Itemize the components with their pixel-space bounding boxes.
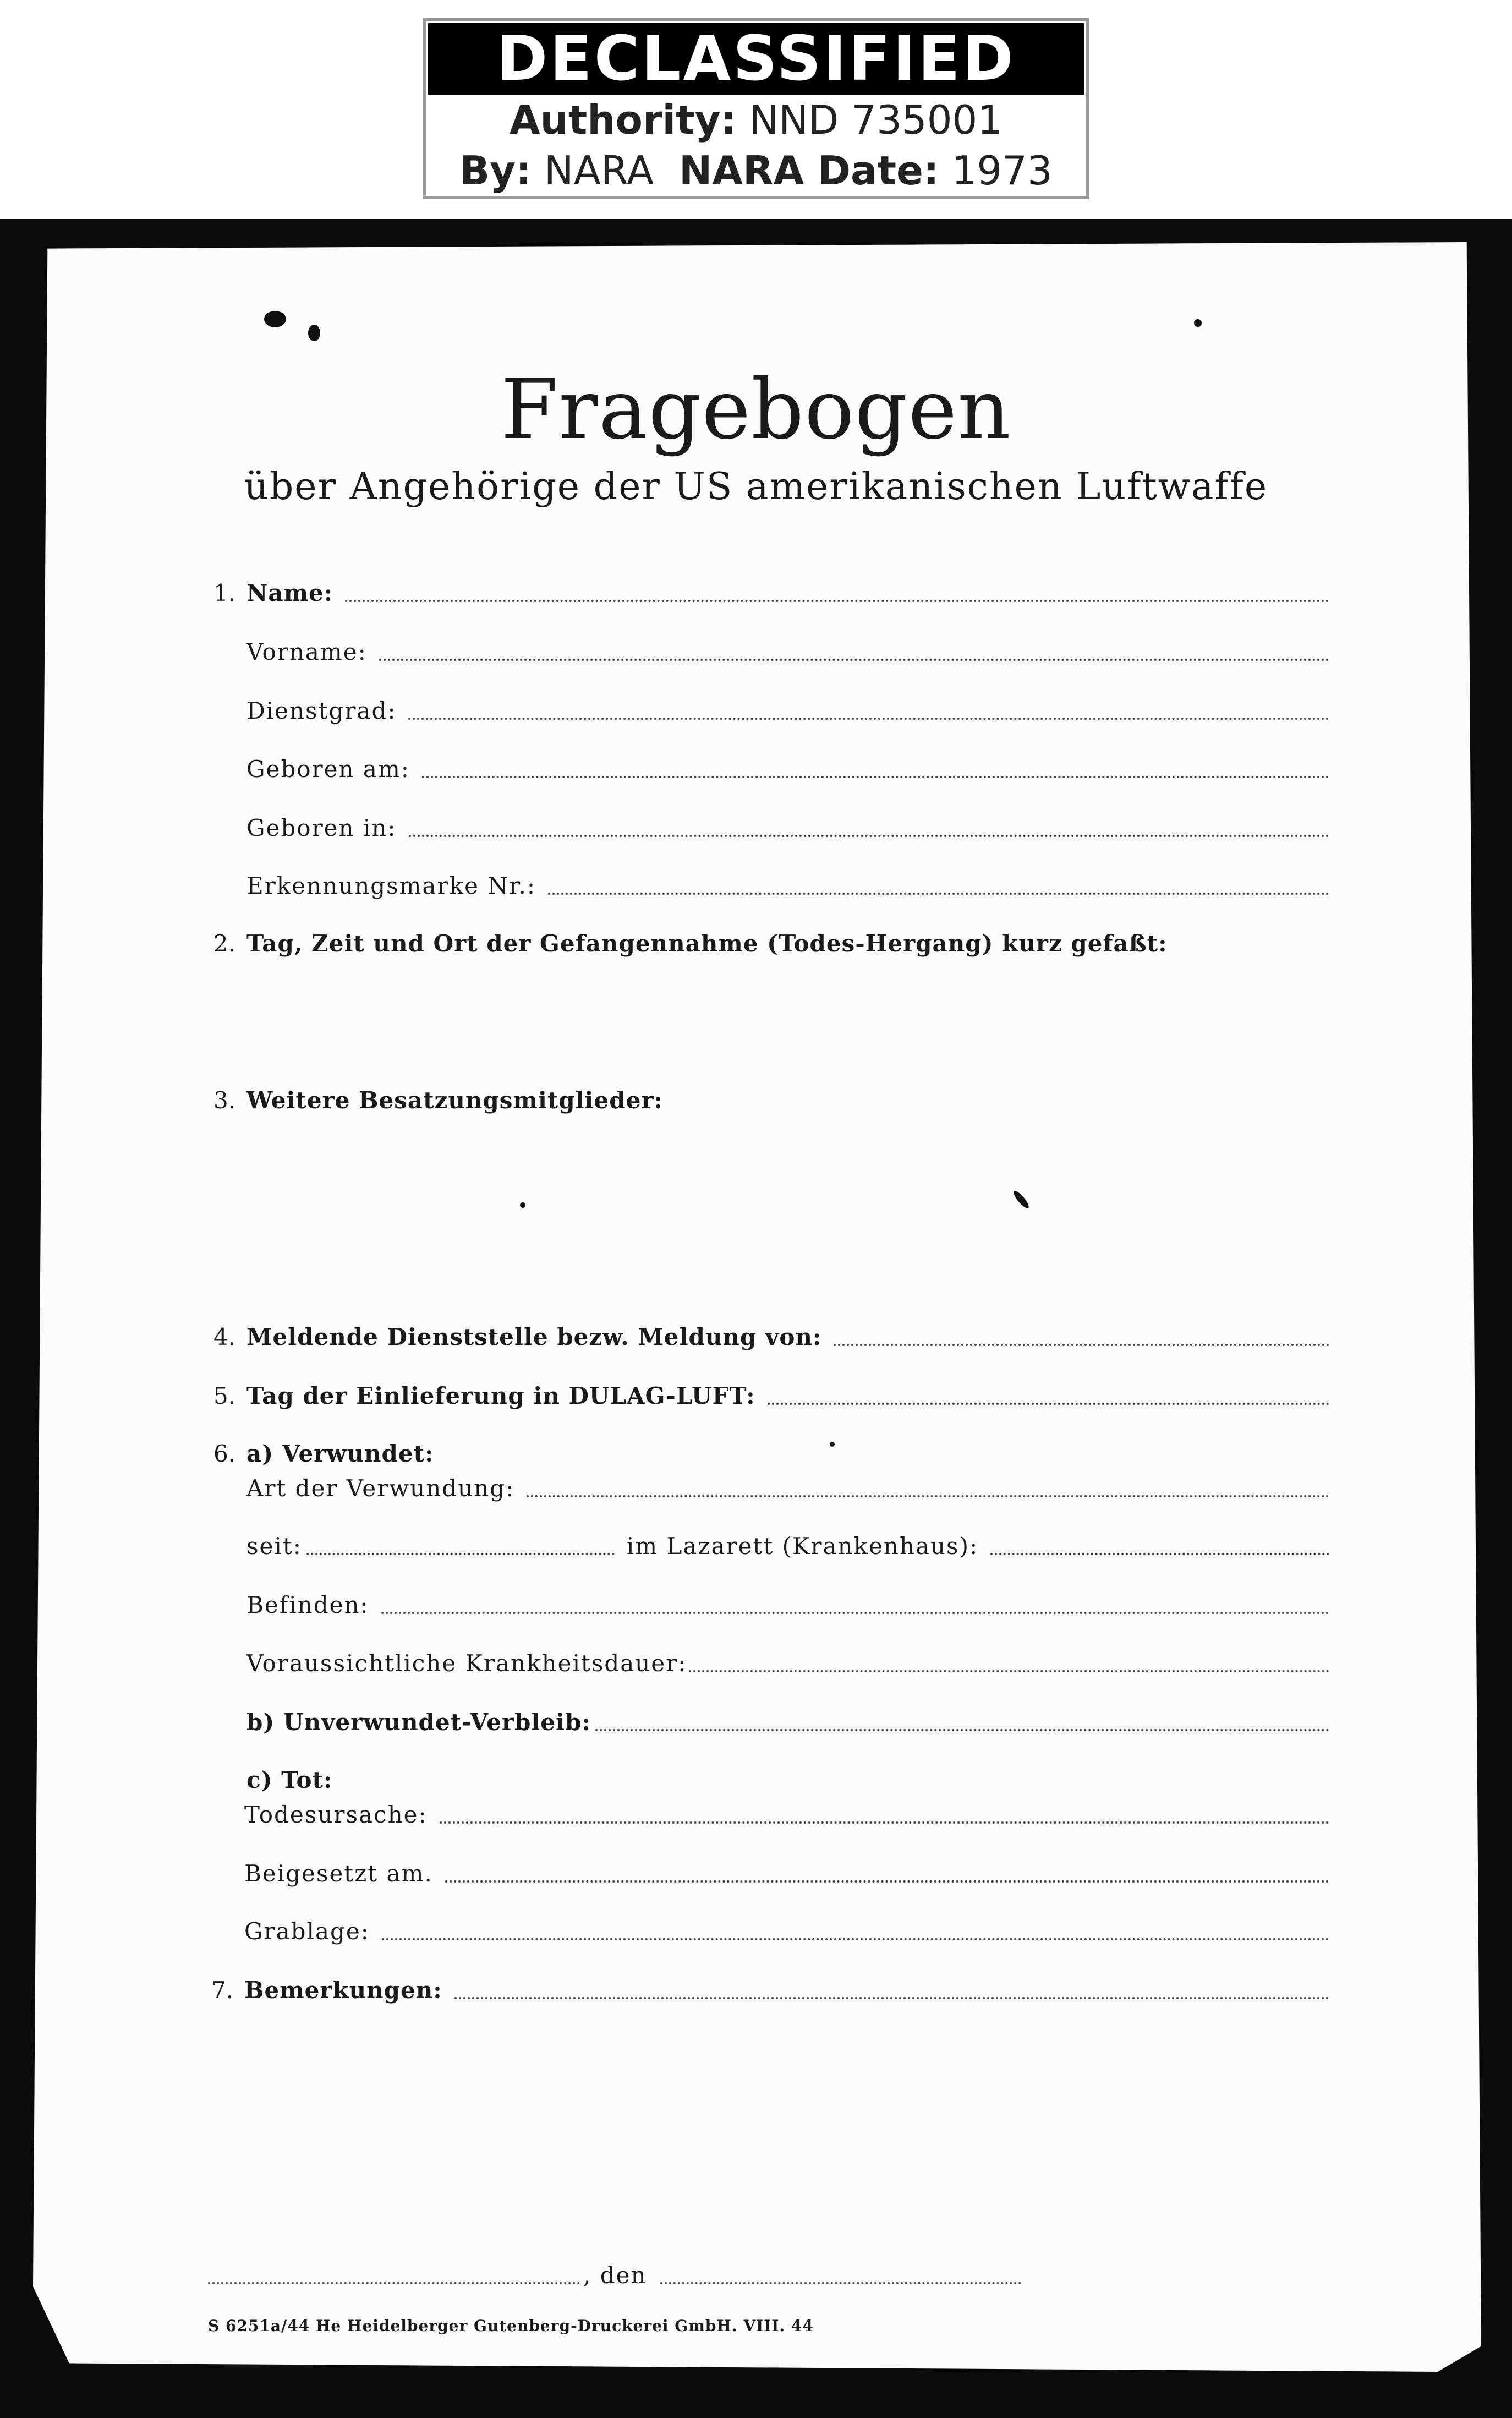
art-verwundung-label: Art der Verwundung: bbox=[246, 1475, 515, 1502]
field-erkennungsmarke[interactable] bbox=[246, 869, 1329, 902]
tot-label: c) Tot: bbox=[246, 1766, 333, 1793]
field-name[interactable] bbox=[213, 577, 1329, 610]
erkennungsmarke-fill-line[interactable] bbox=[548, 893, 1329, 895]
form-title: Fragebogen bbox=[501, 362, 1011, 458]
field-einlieferung[interactable] bbox=[213, 1380, 1329, 1413]
bemerkungen-fill-line[interactable] bbox=[454, 1997, 1329, 1999]
unverwundet-verbleib-fill-line[interactable] bbox=[595, 1729, 1329, 1731]
todesursache-label: Todesursache: bbox=[244, 1801, 428, 1828]
grablage-label: Grablage: bbox=[244, 1918, 370, 1945]
stamp-title: DECLASSIFIED bbox=[428, 23, 1084, 95]
lazarett-fill-line[interactable] bbox=[990, 1553, 1329, 1555]
dienstgrad-fill-line[interactable] bbox=[408, 718, 1329, 720]
ort-fill-line[interactable] bbox=[208, 2282, 580, 2284]
geboren-am-fill-line[interactable] bbox=[422, 776, 1329, 778]
field-bemerkungen[interactable] bbox=[211, 1974, 1329, 2007]
q4-number: 4. bbox=[213, 1323, 236, 1350]
beigesetzt-label: Beigesetzt am. bbox=[244, 1860, 433, 1887]
field-grablage[interactable] bbox=[244, 1915, 1329, 1948]
unverwundet-verbleib-label: b) Unverwundet-Verbleib: bbox=[246, 1709, 591, 1736]
field-vorname[interactable] bbox=[246, 636, 1329, 669]
datum-fill-line[interactable] bbox=[660, 2282, 1022, 2284]
field-krankheitsdauer[interactable] bbox=[246, 1647, 1329, 1680]
verwundet-label: a) Verwundet: bbox=[246, 1440, 434, 1467]
art-verwundung-fill-line[interactable] bbox=[527, 1495, 1329, 1497]
seit-fill-line[interactable] bbox=[306, 1553, 615, 1555]
scan-speck bbox=[520, 1202, 525, 1208]
field-meldende-dienststelle[interactable] bbox=[213, 1321, 1329, 1354]
stamp-by-value: NARA bbox=[544, 147, 654, 194]
bemerkungen-label: Bemerkungen: bbox=[244, 1977, 442, 2004]
section-tot bbox=[246, 1764, 1329, 1797]
field-geboren-am[interactable] bbox=[246, 753, 1329, 786]
form-paper bbox=[33, 242, 1481, 2372]
geboren-am-label: Geboren am: bbox=[246, 756, 410, 783]
q6-number: 6. bbox=[213, 1440, 236, 1467]
field-befinden[interactable] bbox=[246, 1589, 1329, 1622]
befinden-label: Befinden: bbox=[246, 1591, 369, 1618]
krankheitsdauer-fill-line[interactable] bbox=[689, 1670, 1329, 1672]
q1-number: 1. bbox=[213, 579, 236, 606]
section-verwundet bbox=[213, 1437, 1329, 1470]
befinden-fill-line[interactable] bbox=[381, 1612, 1329, 1614]
field-art-verwundung[interactable] bbox=[246, 1472, 1329, 1505]
declassified-stamp bbox=[423, 18, 1089, 199]
stamp-authority-value: NND 735001 bbox=[749, 97, 1003, 143]
name-fill-line[interactable] bbox=[345, 600, 1329, 602]
stamp-by-label: By: bbox=[459, 147, 532, 194]
besatzung-label: Weitere Besatzungsmitglieder: bbox=[246, 1087, 663, 1114]
printer-imprint: S 6251a/44 He Heidelberger Gutenberg-Druckerei GmbH. VIII. 44 bbox=[208, 2317, 814, 2335]
einlieferung-fill-line[interactable] bbox=[768, 1403, 1329, 1405]
den-label: , den bbox=[583, 2262, 647, 2289]
stamp-authority-line bbox=[426, 95, 1086, 145]
field-dienstgrad[interactable] bbox=[246, 694, 1329, 727]
einlieferung-label: Tag der Einlieferung in DULAG-LUFT: bbox=[246, 1382, 755, 1409]
field-besatzung[interactable] bbox=[213, 1084, 1329, 1117]
meldende-dienststelle-label: Meldende Dienststelle bezw. Meldung von: bbox=[246, 1323, 822, 1350]
stamp-by-line bbox=[426, 145, 1086, 196]
field-seit-lazarett[interactable] bbox=[246, 1530, 1329, 1563]
scan-speck bbox=[308, 325, 320, 341]
q7-number: 7. bbox=[211, 1977, 234, 2004]
q2-number: 2. bbox=[213, 930, 236, 957]
geboren-in-label: Geboren in: bbox=[246, 814, 397, 841]
stamp-date-label: NARA Date: bbox=[679, 147, 939, 194]
vorname-label: Vorname: bbox=[246, 638, 367, 665]
geboren-in-fill-line[interactable] bbox=[409, 835, 1329, 837]
todesursache-fill-line[interactable] bbox=[440, 1821, 1329, 1824]
scan-speck bbox=[264, 311, 286, 327]
krankheitsdauer-label: Voraussichtliche Krankheitsdauer: bbox=[246, 1650, 687, 1677]
field-todesursache[interactable] bbox=[244, 1798, 1329, 1831]
stamp-authority-label: Authority: bbox=[509, 97, 737, 143]
field-gefangennahme[interactable] bbox=[213, 927, 1329, 960]
field-unverwundet-verbleib[interactable] bbox=[246, 1706, 1329, 1739]
scan-speck bbox=[1194, 319, 1202, 327]
q3-number: 3. bbox=[213, 1087, 236, 1114]
q5-number: 5. bbox=[213, 1382, 236, 1409]
lazarett-label: im Lazarett (Krankenhaus): bbox=[626, 1533, 979, 1560]
field-beigesetzt[interactable] bbox=[244, 1857, 1329, 1890]
field-ort-datum[interactable] bbox=[208, 2259, 1021, 2292]
gefangennahme-label: Tag, Zeit und Ort der Gefangennahme (Todes-Hergang) kurz gefaßt: bbox=[246, 930, 1168, 957]
meldende-dienststelle-fill-line[interactable] bbox=[834, 1344, 1329, 1346]
seit-label: seit: bbox=[246, 1533, 302, 1560]
form-subtitle: über Angehörige der US amerikanischen Luftwaffe bbox=[244, 465, 1268, 508]
stamp-date-value: 1973 bbox=[951, 147, 1053, 194]
erkennungsmarke-label: Erkennungsmarke Nr.: bbox=[246, 872, 536, 899]
field-geboren-in[interactable] bbox=[246, 812, 1329, 845]
grablage-fill-line[interactable] bbox=[382, 1938, 1329, 1940]
beigesetzt-fill-line[interactable] bbox=[445, 1880, 1329, 1883]
name-label: Name: bbox=[246, 579, 333, 606]
dienstgrad-label: Dienstgrad: bbox=[246, 697, 397, 724]
vorname-fill-line[interactable] bbox=[379, 659, 1329, 661]
